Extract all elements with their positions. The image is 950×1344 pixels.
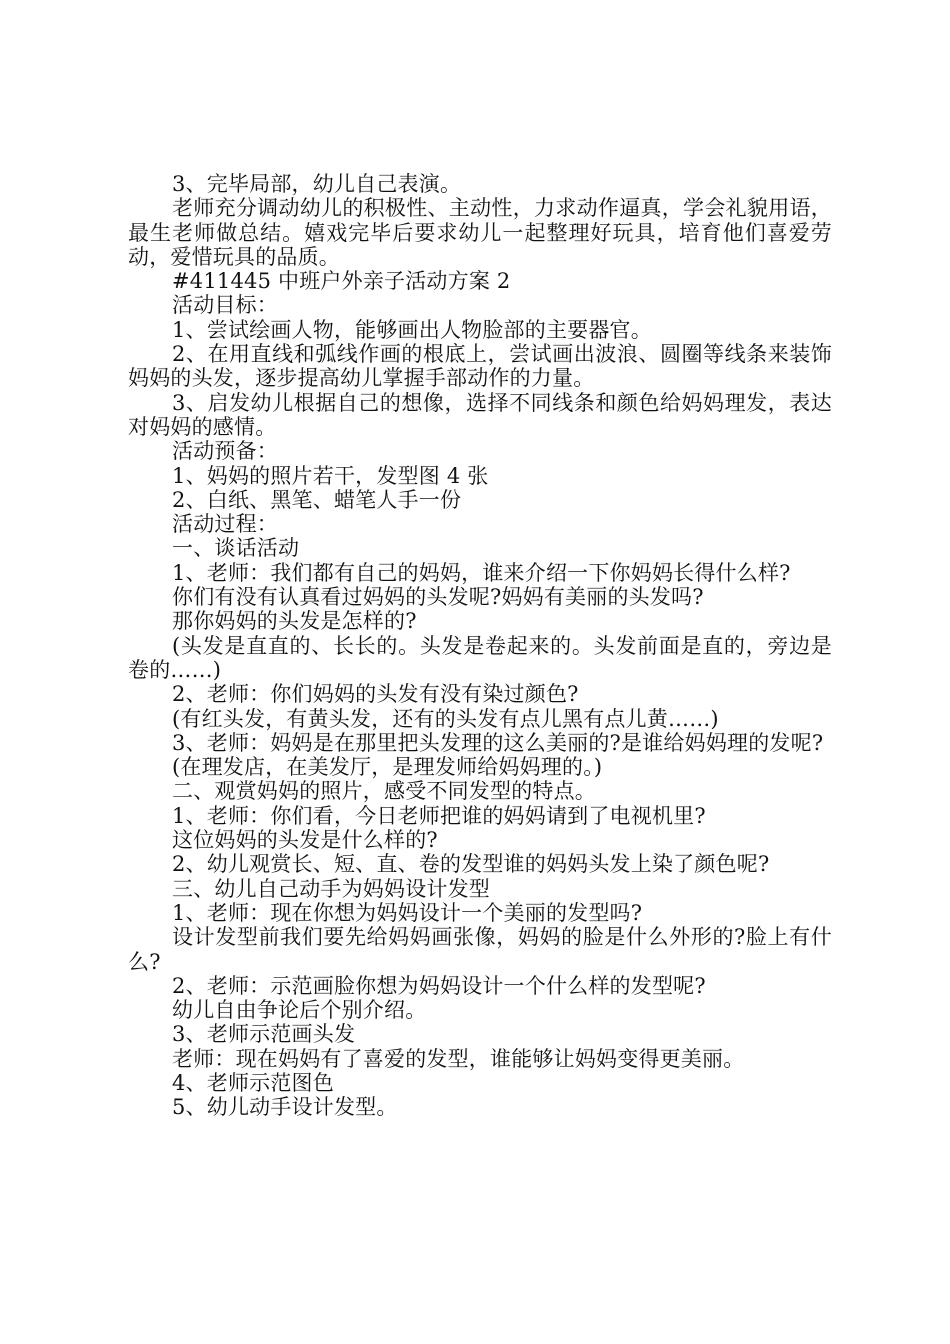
paragraph: 活动预备：: [172, 439, 278, 464]
paragraph: 这位妈妈的头发是什么样的?: [172, 828, 438, 853]
paragraph: 1、老师：现在你想为妈妈设计一个美丽的发型吗?: [172, 900, 643, 925]
paragraph: 3、老师示范画头发: [172, 1022, 356, 1047]
paragraph: 1、尝试绘画人物，能够画出人物脸部的主要器官。: [172, 317, 652, 342]
paragraph: (头发是直直的、长长的。头发是卷起来的。头发前面是直的，旁边是卷的……): [128, 633, 832, 682]
paragraph: 2、在用直线和弧线作画的根底上，尝试画出波浪、圆圈等线条来装饰妈妈的头发，逐步提高幼儿掌握手部动作的力量。: [128, 342, 832, 391]
paragraph: (有红头发，有黄头发，还有的头发有点儿黑有点儿黄……): [172, 706, 719, 731]
paragraph: 幼儿自由争论后个别介绍。: [172, 998, 427, 1023]
paragraph: 二、观赏妈妈的照片，感受不同发型的特点。: [172, 779, 596, 804]
paragraph: 2、幼儿观赏长、短、直、卷的发型谁的妈妈头发上染了颜色呢?: [172, 852, 770, 877]
paragraph: (在理发店，在美发厅，是理发师给妈妈理的。): [172, 755, 603, 780]
paragraph: 1、妈妈的照片若干，发型图 4 张: [172, 463, 489, 488]
paragraph: 那你妈妈的头发是怎样的?: [172, 609, 417, 634]
paragraph: 一、谈话活动: [172, 536, 300, 561]
paragraph: 三、幼儿自己动手为妈妈设计发型: [172, 876, 490, 901]
paragraph: 3、启发幼儿根据自己的想像，选择不同线条和颜色给妈妈理发，表达对妈妈的感情。: [128, 390, 832, 439]
paragraph: 3、老师：妈妈是在那里把头发理的这么美丽的?是谁给妈妈理的发呢?: [172, 730, 824, 755]
paragraph: 2、老师：示范画脸你想为妈妈设计一个什么样的发型呢?: [172, 973, 706, 998]
paragraph: 5、幼儿动手设计发型。: [172, 1095, 398, 1120]
section-heading: #411445 中班户外亲子活动方案 2: [172, 269, 511, 294]
paragraph: 活动过程：: [172, 512, 278, 537]
paragraph: 老师：现在妈妈有了喜爱的发型，谁能够让妈妈变得更美丽。: [172, 1046, 745, 1071]
paragraph: 3、完毕局部，幼儿自己表演。: [172, 172, 462, 196]
paragraph: 4、老师示范图色: [172, 1070, 334, 1095]
paragraph: 老师充分调动幼儿的积极性、主动性，力求动作逼真，学会礼貌用语，最生老师做总结。嬉戏完毕后要求幼儿一起整理好玩具，培育他们喜爱劳动，爱惜玩具的品质。: [128, 196, 832, 269]
paragraph: 1、老师：你们看，今日老师把谁的妈妈请到了电视机里?: [172, 803, 706, 828]
paragraph: 1、老师：我们都有自己的妈妈，谁来介绍一下你妈妈长得什么样?: [172, 560, 791, 585]
paragraph: 2、白纸、黑笔、蜡笔人手一份: [172, 487, 462, 512]
paragraph: 你们有没有认真看过妈妈的头发呢?妈妈有美丽的头发吗?: [172, 585, 704, 610]
document-body: [128, 172, 832, 1120]
paragraph: 活动目标：: [172, 293, 278, 318]
paragraph: 设计发型前我们要先给妈妈画张像，妈妈的脸是什么外形的?脸上有什么?: [128, 925, 832, 974]
paragraph: 2、老师：你们妈妈的头发有没有染过颜色?: [172, 682, 579, 707]
